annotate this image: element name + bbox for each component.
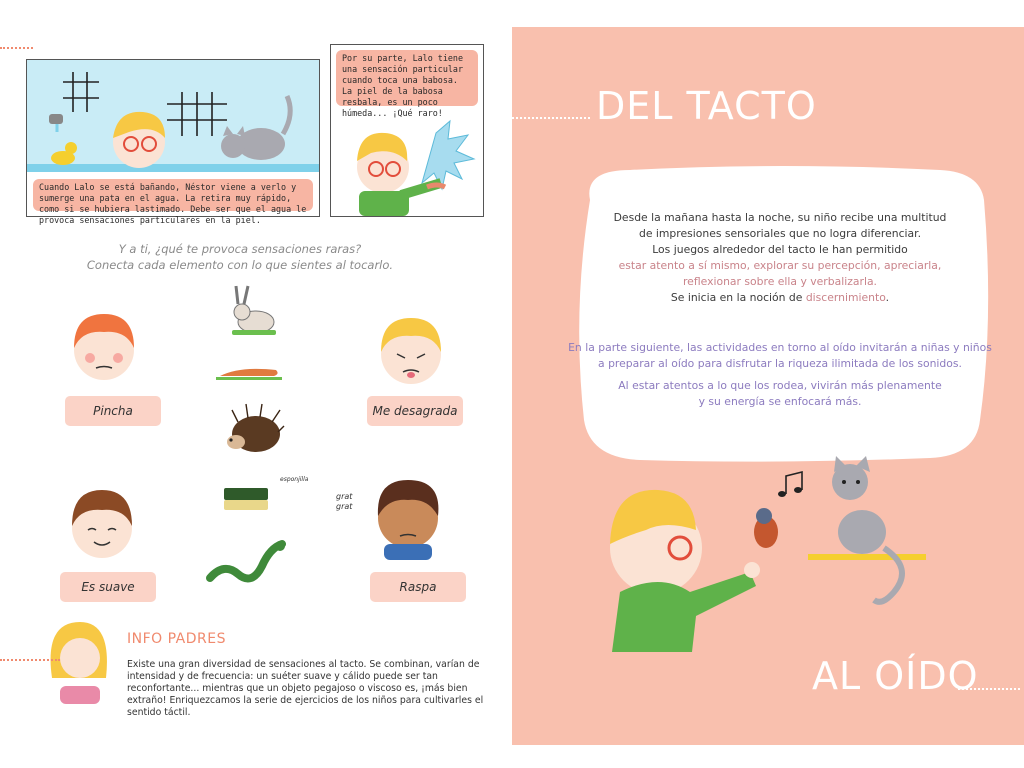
sponge-icon — [220, 486, 274, 514]
child-face-brown-smiling — [66, 484, 138, 564]
info-dotted-line-left — [0, 659, 60, 661]
para1-line-3: Los juegos alrededor del tacto le han permitido — [652, 243, 908, 256]
activity-prompt-line-1: Y a ti, ¿qué te provoca sensaciones raras? — [118, 242, 362, 256]
para1-discernimiento: discernimiento — [805, 291, 886, 304]
label-me-desagrada: Me desagrada — [367, 396, 463, 426]
para3-line-1: Al estar atentos a lo que los rodea, vivirán más plenamente — [618, 379, 942, 392]
hedgehog-icon — [222, 402, 284, 458]
para1-line-2: de impresiones sensoriales que no logra diferenciar. — [638, 227, 922, 240]
snake-icon — [202, 532, 286, 588]
para1-last-a: Se inicia en la noción de — [670, 291, 806, 304]
child-face-dark-scratching — [366, 470, 450, 560]
comic-panel-bath — [26, 59, 320, 225]
para3-line-2: y su energía se enfocará más. — [698, 395, 862, 408]
activity-prompt-line-2: Conecta cada elemento con lo que sientes al tocarlo. — [86, 258, 394, 272]
comic-panel-slug — [330, 44, 484, 217]
para2-line-2: a preparar al oído para disfrutar la riqueza ilimitada de los sonidos. — [598, 357, 962, 370]
para1-line-6 — [560, 290, 1000, 306]
slug-icon — [214, 362, 284, 382]
info-padres-title: INFO PADRES — [127, 631, 226, 647]
para1-line-5: reflexionar sobre ella y verbalizarla. — [682, 275, 877, 288]
title-dotted-leader — [512, 117, 590, 119]
title-al-oido: AL OÍDO — [812, 654, 979, 698]
boy-bird-cat-illustration — [600, 452, 940, 652]
child-face-redhead — [68, 308, 140, 384]
para1-line-1: Desde la mañana hasta la noche, su niño recibe una multitud — [613, 211, 947, 224]
title-del-tacto: DEL TACTO — [596, 84, 817, 128]
para2-line-1: En la parte siguiente, las actividades en torno al oído invitarán a niñas y niños — [568, 341, 992, 354]
comic-caption-2: Por su parte, Lalo tiene una sensación particular cuando toca una babosa. La piel de la babosa resbala, es un poco húmeda... ¡Qué raro! — [336, 50, 478, 106]
label-pincha: Pincha — [65, 396, 161, 426]
comic-caption-1: Cuando Lalo se está bañando, Néstor viene a verlo y sumerge una pata en el agua. La retira muy rápido, como si se hubiera lastimado. Debe ser que el agua le provoca sensaciones particulares en la piel. — [33, 179, 313, 211]
info-padres-text: Existe una gran diversidad de sensaciones al tacto. Se combinan, varían de intensidad y de frecuencia: un suéter suave y cálido puede ser tan reconfortante... mientras que un objeto pegajoso o viscoso es, ¡más bien extraño! Enriquezcamos la serie de ejercicios de los niños para cultivarles el sentido táctil. — [127, 659, 484, 718]
sponge-note: esponjilla — [280, 476, 309, 483]
music-notes-icon — [778, 472, 802, 497]
bottom-dotted-leader — [958, 688, 1020, 690]
label-es-suave: Es suave — [60, 572, 156, 602]
scratch-sound-text: grat grat — [336, 492, 353, 511]
label-raspa: Raspa — [370, 572, 466, 602]
rabbit-icon — [222, 282, 282, 338]
para1-last-c: . — [885, 291, 890, 304]
parent-avatar — [46, 618, 110, 708]
cloud-text — [560, 210, 1000, 410]
top-left-dotted-line — [0, 47, 33, 49]
para1-line-4: estar atento a sí mismo, explorar su percepción, apreciarla, — [618, 259, 942, 272]
child-face-blond-disgusted — [375, 312, 447, 388]
